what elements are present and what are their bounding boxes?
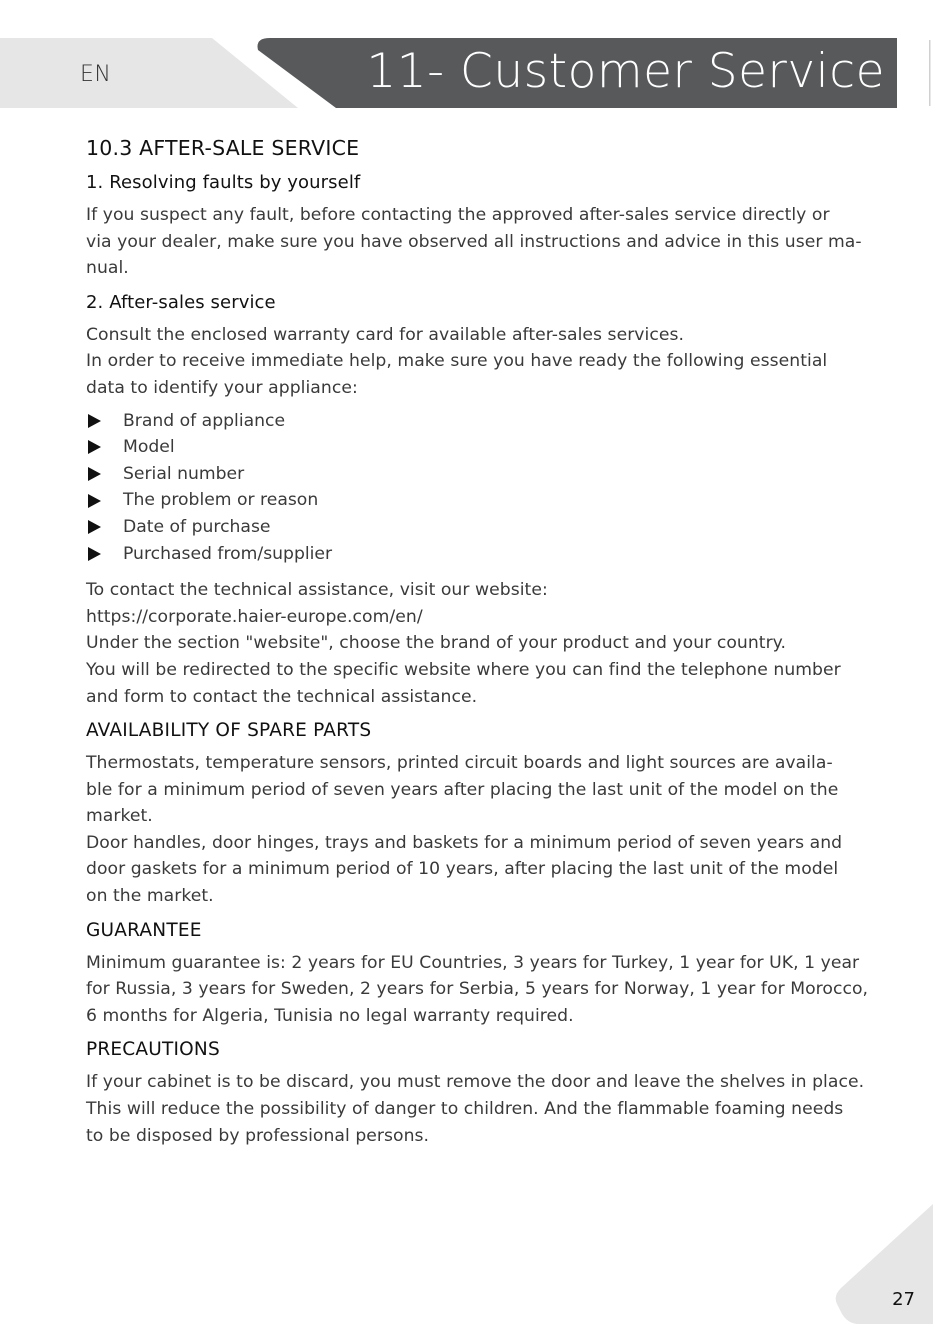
appliance-data-list: [86, 408, 911, 568]
text-line: data to identify your appliance:: [86, 377, 358, 398]
list-item: [86, 541, 911, 568]
list-item: [86, 514, 911, 541]
list-item: [86, 434, 911, 461]
text-line: Thermostats, temperature sensors, printed circuit boards and light sources are availa-: [86, 753, 833, 774]
text-line: In order to receive immediate help, make sure you have ready the following essential: [86, 351, 828, 372]
text-line: If you suspect any fault, before contacting the approved after-sales service directly or: [86, 205, 830, 225]
text-line: If your cabinet is to be discard, you must remove the door and leave the shelves in place.: [86, 1072, 865, 1093]
text-line: To contact the technical assistance, visit our website:: [86, 580, 548, 601]
section-title: 10.3 AFTER-SALE SERVICE: [86, 136, 360, 160]
text-line: on the market.: [86, 886, 214, 907]
chapter-title: 11- Customer Service: [366, 44, 885, 99]
text-line: Consult the enclosed warranty card for available after-sales services.: [86, 324, 684, 345]
text-line: Door handles, door hinges, trays and baskets for a minimum period of seven years and: [86, 832, 843, 853]
list-item-label: The problem or reason: [123, 490, 319, 511]
page-number: 27: [892, 1289, 915, 1310]
triangle-bullet-icon: [88, 547, 101, 561]
guarantee-heading: GUARANTEE: [86, 919, 202, 941]
list-item: [86, 461, 911, 488]
list-item: [86, 487, 911, 514]
triangle-bullet-icon: [88, 414, 101, 428]
text-line: and form to contact the technical assistance.: [86, 686, 478, 707]
text-line: Under the section "website", choose the brand of your product and your country.: [86, 633, 786, 654]
text-line: Minimum guarantee is: 2 years for EU Countries, 3 years for Turkey, 1 year for UK, 1 year: [86, 952, 860, 973]
spare-parts-heading: AVAILABILITY OF SPARE PARTS: [86, 720, 372, 742]
text-line: This will reduce the possibility of danger to children. And the flammable foaming needs: [86, 1099, 844, 1120]
triangle-bullet-icon: [88, 467, 101, 481]
right-edge-line: [929, 40, 931, 106]
list-item: [86, 408, 911, 435]
list-item-label: Model: [123, 437, 175, 458]
text-line: door gaskets for a minimum period of 10 years, after placing the last unit of the model: [86, 859, 839, 880]
list-item-label: Date of purchase: [123, 516, 271, 537]
text-line: for Russia, 3 years for Sweden, 2 years for Serbia, 5 years for Norway, 1 year for Morocco,: [86, 979, 869, 1000]
resolving-paragraph: [86, 202, 911, 282]
spare-parts-paragraph: [86, 750, 911, 910]
text-line: market.: [86, 806, 153, 827]
list-item-label: Brand of appliance: [123, 410, 286, 431]
page-content: [86, 136, 911, 1159]
text-line: via your dealer, make sure you have observed all instructions and advice in this user ma-: [86, 231, 862, 252]
language-tab: [0, 38, 298, 108]
text-line: to be disposed by professional persons.: [86, 1125, 430, 1146]
guarantee-paragraph: [86, 950, 911, 1030]
page-corner-tab: [833, 1204, 933, 1324]
website-link[interactable]: https://corporate.haier-europe.com/en/: [86, 606, 423, 627]
after-sales-paragraph: [86, 322, 911, 402]
triangle-bullet-icon: [88, 440, 101, 454]
after-sales-heading: 2. After-sales service: [86, 291, 276, 313]
text-line: You will be redirected to the specific website where you can find the telephone number: [86, 659, 841, 680]
resolving-heading: 1. Resolving faults by yourself: [86, 172, 361, 193]
text-line: 6 months for Algeria, Tunisia no legal warranty required.: [86, 1005, 574, 1026]
triangle-bullet-icon: [88, 520, 101, 534]
language-label: EN: [80, 62, 112, 87]
precautions-heading: PRECAUTIONS: [86, 1039, 220, 1061]
contact-paragraph: [86, 577, 911, 710]
list-item-label: Serial number: [123, 463, 245, 484]
list-item-label: Purchased from/supplier: [123, 543, 333, 564]
text-line: ble for a minimum period of seven years after placing the last unit of the model on the: [86, 779, 839, 800]
precautions-paragraph: [86, 1069, 911, 1149]
triangle-bullet-icon: [88, 494, 101, 508]
text-line: nual.: [86, 258, 129, 279]
